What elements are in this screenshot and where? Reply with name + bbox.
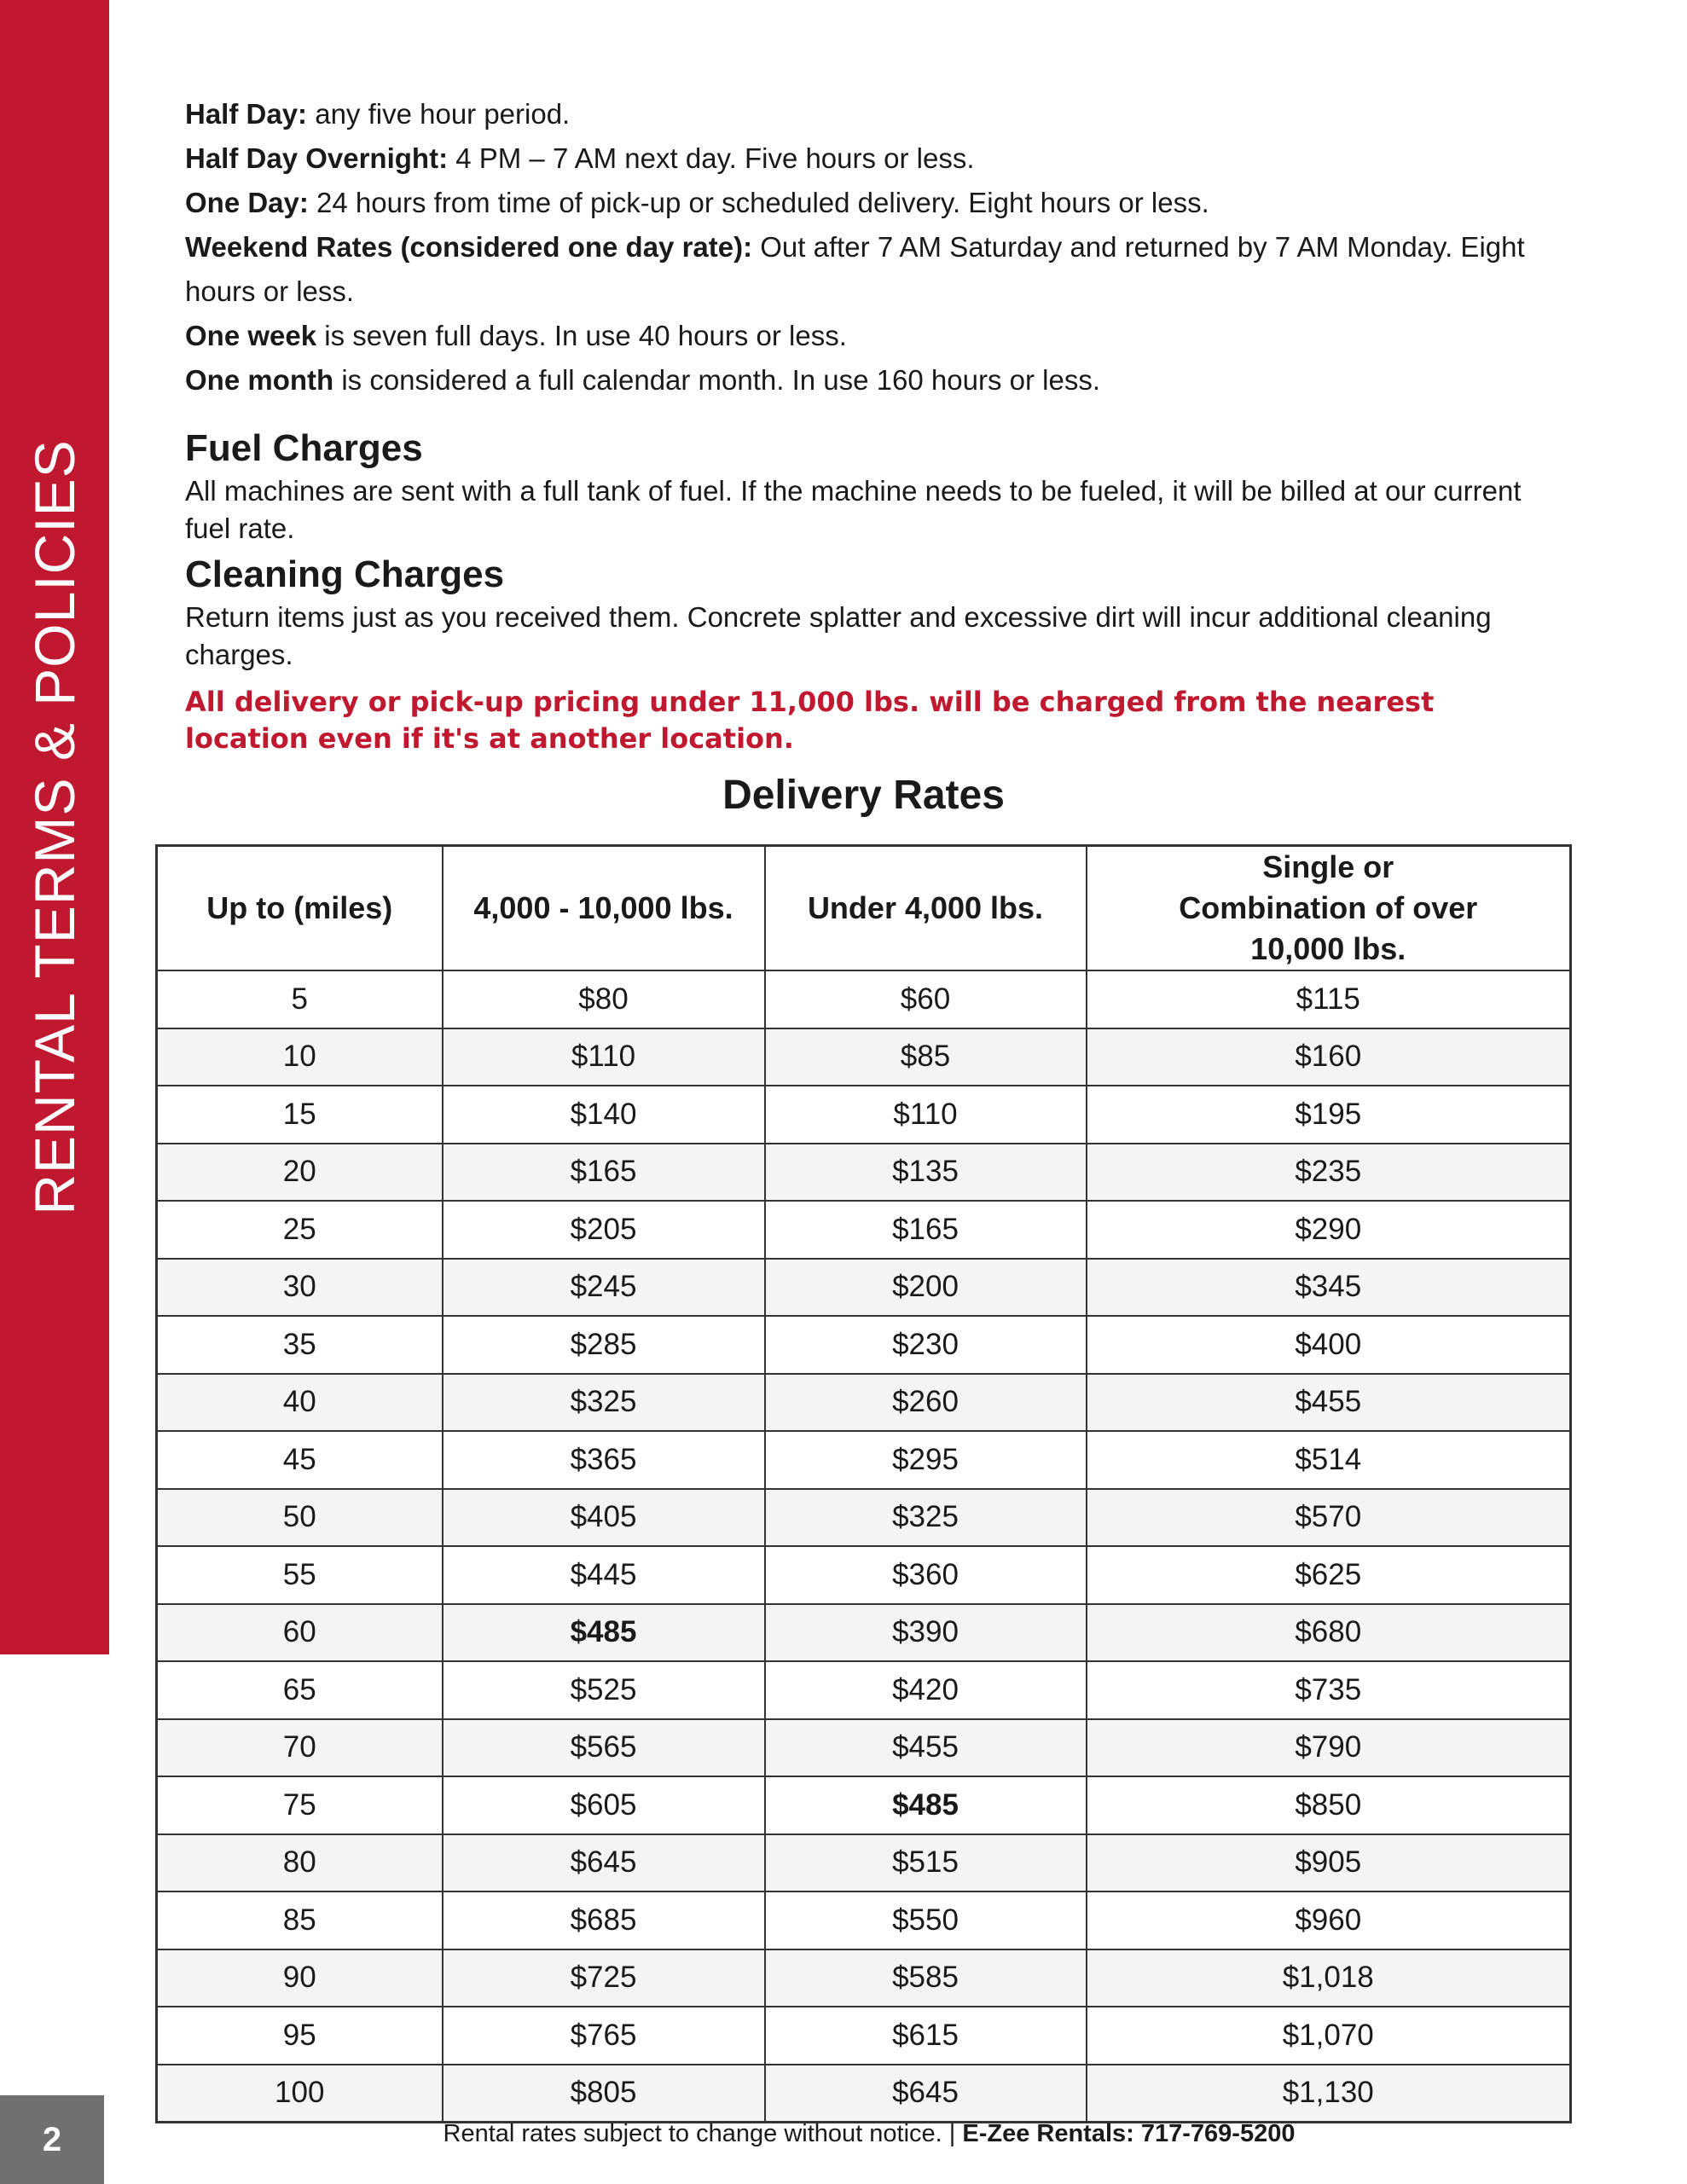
table-cell: 70 <box>157 1719 443 1777</box>
table-cell: $570 <box>1087 1489 1571 1547</box>
definition-term: One week <box>185 320 317 351</box>
table-cell: $260 <box>765 1374 1087 1432</box>
table-cell: 15 <box>157 1086 443 1144</box>
fuel-heading: Fuel Charges <box>185 427 423 469</box>
table-cell: $455 <box>1087 1374 1571 1432</box>
table-row <box>157 1661 1571 1719</box>
table-cell: $110 <box>765 1086 1087 1144</box>
table-cell: $285 <box>443 1316 765 1374</box>
table-row <box>157 1604 1571 1662</box>
definition-item <box>185 225 1550 314</box>
footer-contact: E-Zee Rentals: 717-769-5200 <box>962 2120 1296 2147</box>
definition-text: is considered a full calendar month. In use 160 hours or less. <box>333 364 1100 396</box>
table-cell: $60 <box>765 970 1087 1028</box>
table-cell: $565 <box>443 1719 765 1777</box>
table-cell: 30 <box>157 1259 443 1317</box>
table-cell: 25 <box>157 1201 443 1259</box>
table-cell: $160 <box>1087 1028 1571 1086</box>
column-header: Under 4,000 lbs. <box>765 846 1087 971</box>
table-cell: $230 <box>765 1316 1087 1374</box>
definition-term: One Day: <box>185 187 309 218</box>
table-cell: $115 <box>1087 970 1571 1028</box>
definition-text: 24 hours from time of pick-up or scheduled delivery. Eight hours or less. <box>308 187 1209 218</box>
definition-term: One month <box>185 364 334 396</box>
table-cell: $445 <box>443 1546 765 1604</box>
table-cell: $390 <box>765 1604 1087 1662</box>
table-cell: $1,130 <box>1087 2065 1571 2123</box>
table-cell: $765 <box>443 2007 765 2065</box>
table-cell: $140 <box>443 1086 765 1144</box>
definitions-list <box>185 92 1550 403</box>
table-cell: 60 <box>157 1604 443 1662</box>
table-cell: 20 <box>157 1144 443 1202</box>
table-row <box>157 1834 1571 1892</box>
table-row <box>157 1316 1571 1374</box>
table-row <box>157 1028 1571 1086</box>
footer <box>0 2120 1687 2148</box>
content <box>185 92 1550 757</box>
table-cell: $455 <box>765 1719 1087 1777</box>
definition-term: Half Day Overnight: <box>185 142 449 174</box>
table-cell: $80 <box>443 970 765 1028</box>
table-cell: $400 <box>1087 1316 1571 1374</box>
table-cell: $905 <box>1087 1834 1571 1892</box>
table-cell: $205 <box>443 1201 765 1259</box>
table-cell: $685 <box>443 1891 765 1949</box>
table-cell: $420 <box>765 1661 1087 1719</box>
table-title: Delivery Rates <box>722 773 1005 818</box>
table-cell: $625 <box>1087 1546 1571 1604</box>
definition-item <box>185 92 1550 136</box>
definition-term: Half Day: <box>185 98 308 130</box>
page-number: 2 <box>0 2095 104 2184</box>
table-row <box>157 1891 1571 1949</box>
definition-item <box>185 314 1550 358</box>
table-cell: $960 <box>1087 1891 1571 1949</box>
table-cell: $1,070 <box>1087 2007 1571 2065</box>
table-cell: 5 <box>157 970 443 1028</box>
delivery-rates-table <box>155 844 1572 2123</box>
table-cell: $790 <box>1087 1719 1571 1777</box>
definition-text: is seven full days. In use 40 hours or less. <box>316 320 847 351</box>
table-cell: 80 <box>157 1834 443 1892</box>
cleaning-heading: Cleaning Charges <box>185 553 505 595</box>
table-cell: $514 <box>1087 1431 1571 1489</box>
table-cell: $345 <box>1087 1259 1571 1317</box>
definition-item <box>185 181 1550 225</box>
fuel-text: All machines are sent with a full tank of fuel. If the machine needs to be fueled, it will be billed at our current fuel rate. <box>185 475 1522 544</box>
table-cell: $290 <box>1087 1201 1571 1259</box>
definition-item <box>185 358 1550 403</box>
table-row <box>157 1201 1571 1259</box>
table-cell: $325 <box>443 1374 765 1432</box>
table-cell: 90 <box>157 1949 443 2007</box>
table-row <box>157 1144 1571 1202</box>
table-cell: 100 <box>157 2065 443 2123</box>
sidebar-title: RENTAL TERMS & POLICIES <box>23 439 86 1215</box>
table-cell: $485 <box>443 1604 765 1662</box>
definition-item <box>185 136 1550 181</box>
table-cell: $110 <box>443 1028 765 1086</box>
table-cell: 75 <box>157 1776 443 1834</box>
table-cell: 50 <box>157 1489 443 1547</box>
column-header: Single or Combination of over 10,000 lbs. <box>1087 846 1571 971</box>
table-cell: $645 <box>443 1834 765 1892</box>
table-cell: $1,018 <box>1087 1949 1571 2007</box>
table-cell: $680 <box>1087 1604 1571 1662</box>
table-cell: 40 <box>157 1374 443 1432</box>
table-cell: $805 <box>443 2065 765 2123</box>
table-cell: $295 <box>765 1431 1087 1489</box>
sidebar-banner <box>0 0 109 1654</box>
table-cell: $405 <box>443 1489 765 1547</box>
table-row <box>157 1489 1571 1547</box>
table-cell: $550 <box>765 1891 1087 1949</box>
table-cell: $165 <box>765 1201 1087 1259</box>
table-header-row <box>157 846 1571 971</box>
table-cell: 65 <box>157 1661 443 1719</box>
table-cell: 55 <box>157 1546 443 1604</box>
table-cell: $360 <box>765 1546 1087 1604</box>
table-cell: $195 <box>1087 1086 1571 1144</box>
table-row <box>157 1259 1571 1317</box>
delivery-warning: All delivery or pick-up pricing under 11,000 lbs. will be charged from the nearest location even if it's at another location. <box>185 686 1435 755</box>
table-cell: $200 <box>765 1259 1087 1317</box>
table-cell: $135 <box>765 1144 1087 1202</box>
table-cell: $735 <box>1087 1661 1571 1719</box>
table-cell: $85 <box>765 1028 1087 1086</box>
table-cell: 35 <box>157 1316 443 1374</box>
table-row <box>157 2007 1571 2065</box>
table-cell: $485 <box>765 1776 1087 1834</box>
table-cell: $165 <box>443 1144 765 1202</box>
table-cell: $585 <box>765 1949 1087 2007</box>
table-row <box>157 970 1571 1028</box>
table-row <box>157 1719 1571 1777</box>
column-header: Up to (miles) <box>157 846 443 971</box>
definition-text: any five hour period. <box>307 98 571 130</box>
table-cell: $645 <box>765 2065 1087 2123</box>
table-row <box>157 1546 1571 1604</box>
table-row <box>157 1086 1571 1144</box>
table-cell: $605 <box>443 1776 765 1834</box>
table-cell: $615 <box>765 2007 1087 2065</box>
table-cell: $365 <box>443 1431 765 1489</box>
cleaning-text: Return items just as you received them. Concrete splatter and excessive dirt will incur additional cleaning charges. <box>185 601 1492 670</box>
table-cell: $525 <box>443 1661 765 1719</box>
definition-text: Out after 7 AM Saturday and returned by 7 AM Monday. Eight hours or less. <box>185 231 1525 307</box>
table-row <box>157 2065 1571 2123</box>
table-row <box>157 1776 1571 1834</box>
table-row <box>157 1949 1571 2007</box>
definition-term: Weekend Rates (considered one day rate): <box>185 231 753 263</box>
column-header: 4,000 - 10,000 lbs. <box>443 846 765 971</box>
table-cell: $245 <box>443 1259 765 1317</box>
table-cell: 45 <box>157 1431 443 1489</box>
table-cell: $850 <box>1087 1776 1571 1834</box>
table-cell: $235 <box>1087 1144 1571 1202</box>
table-cell: $325 <box>765 1489 1087 1547</box>
table-row <box>157 1431 1571 1489</box>
footer-note: Rental rates subject to change without notice. | <box>443 2120 963 2147</box>
table-cell: $725 <box>443 1949 765 2007</box>
table-row <box>157 1374 1571 1432</box>
table-cell: $515 <box>765 1834 1087 1892</box>
table-cell: 85 <box>157 1891 443 1949</box>
table-cell: 95 <box>157 2007 443 2065</box>
table-cell: 10 <box>157 1028 443 1086</box>
definition-text: 4 PM – 7 AM next day. Five hours or less. <box>448 142 975 174</box>
